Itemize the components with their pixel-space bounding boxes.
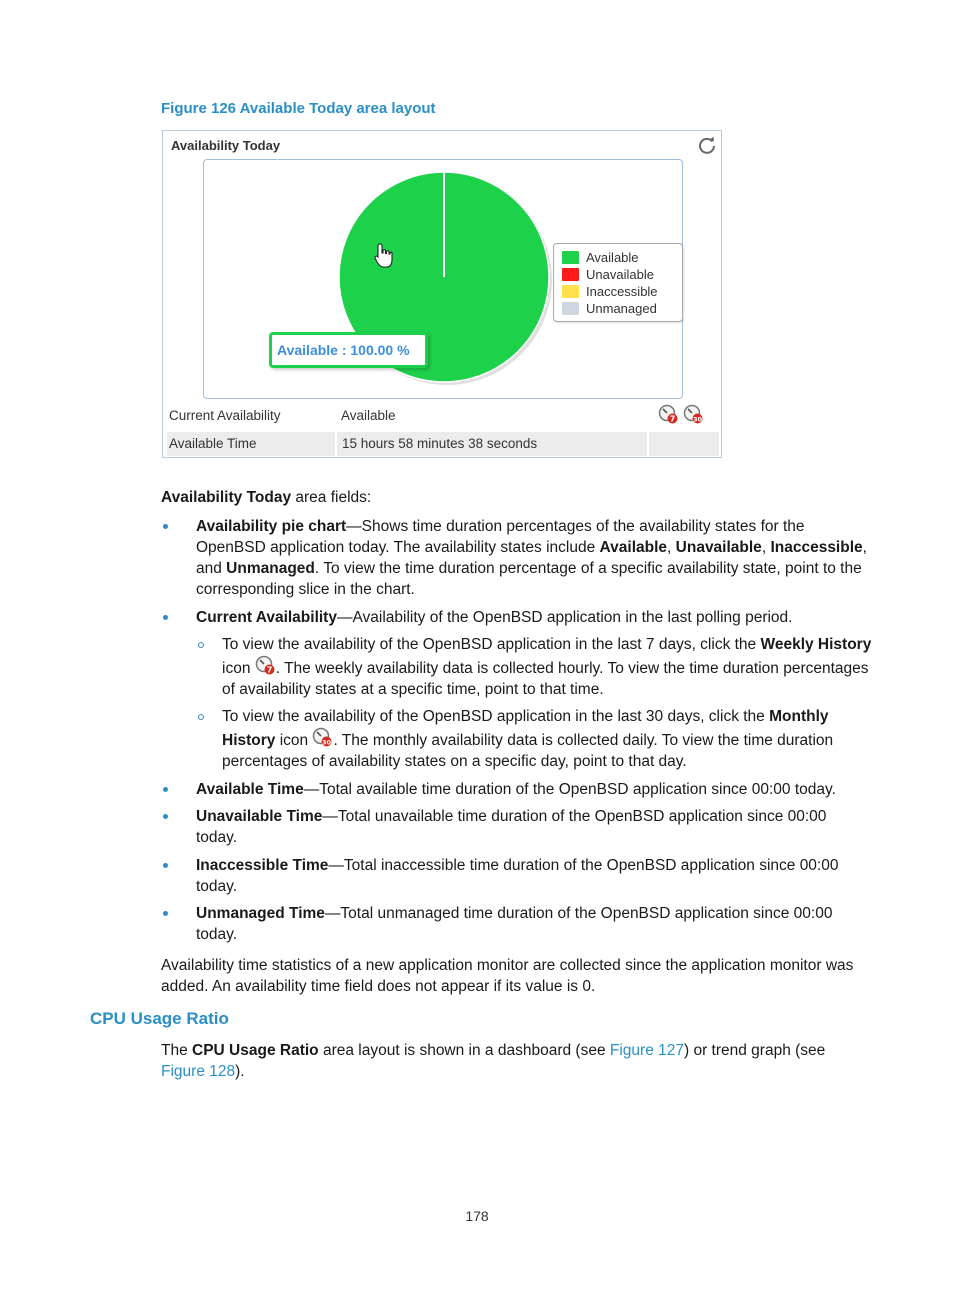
- sub-bullet-monthly-history: [222, 706, 872, 772]
- bullet-icon: [163, 814, 168, 819]
- text-span: —Shows time duration percentages of the availability states for the OpenBSD application today. The availability states include: [196, 518, 805, 556]
- available-time-row: [167, 432, 719, 456]
- term-bold: CPU Usage Ratio: [192, 1042, 319, 1059]
- term-bold: Available: [599, 539, 668, 556]
- legend-label: Inaccessible: [586, 284, 658, 299]
- term-bold: Availability pie chart: [196, 518, 347, 535]
- current-availability-value: Available: [341, 408, 396, 423]
- term-bold: Monthly History: [222, 708, 829, 749]
- cpu-usage-paragraph: [161, 1040, 871, 1082]
- availability-today-panel: [162, 130, 722, 458]
- page-number: 178: [465, 1208, 489, 1224]
- legend-swatch-unavailable: [562, 268, 579, 281]
- monthly-history-icon[interactable]: [683, 404, 704, 425]
- term-bold: Current Availability: [196, 609, 337, 626]
- sub-bullet-icon: [198, 714, 204, 720]
- text-span: . The weekly availability data is collected hourly. To view the time duration percentages of availability states at a specific time, point to that time.: [222, 660, 869, 698]
- svg-text:7: 7: [669, 414, 676, 424]
- text-span: . The monthly availability data is collected daily. To view the time duration percentages of availability states on a specific day, point to that day.: [222, 732, 834, 770]
- bullet-availability-pie-chart: [196, 516, 871, 600]
- text-span: ,: [667, 539, 676, 556]
- text-span: ).: [235, 1063, 245, 1080]
- text-span: ,: [761, 539, 771, 556]
- text-span: , and: [196, 539, 867, 577]
- available-time-label: Available Time: [169, 436, 257, 451]
- term-bold: Unmanaged: [226, 560, 315, 577]
- sub-bullet-icon: [198, 642, 204, 648]
- bullet-icon: [163, 911, 168, 916]
- svg-text:7: 7: [266, 665, 273, 675]
- text-span: —Availability of the OpenBSD application in the last polling period.: [336, 609, 793, 626]
- term-bold: Available Time: [196, 781, 304, 798]
- bullet-available-time: [196, 779, 871, 800]
- text-span: The: [161, 1042, 193, 1059]
- weekly-history-icon[interactable]: [658, 404, 679, 425]
- text-span: ) or trend graph (see: [683, 1042, 826, 1059]
- legend-item-available: [562, 249, 674, 266]
- availability-note-paragraph: Availability time statistics of a new application monitor are collected since the application monitor was added. An availability time field does not appear if its value is 0.: [161, 957, 854, 995]
- intro-paragraph: [161, 487, 861, 508]
- text-span: To view the availability of the OpenBSD application in the last 7 days, click the: [222, 636, 761, 653]
- svg-text:30: 30: [692, 415, 703, 424]
- term-bold: Inaccessible: [770, 539, 863, 556]
- svg-text:30: 30: [322, 738, 332, 747]
- bullet-inaccessible-time: [196, 855, 846, 897]
- legend-swatch-unmanaged: [562, 302, 579, 315]
- figure-caption: Figure 126 Available Today area layout: [161, 100, 436, 117]
- term-bold: Weekly History: [760, 636, 872, 653]
- section-heading-cpu-usage-ratio: CPU Usage Ratio: [90, 1009, 229, 1028]
- term-bold: Unavailable Time: [196, 808, 323, 825]
- bullet-icon: [163, 787, 168, 792]
- sub-bullet-weekly-history: [222, 634, 872, 700]
- legend-swatch-available: [562, 251, 579, 264]
- available-time-value: 15 hours 58 minutes 38 seconds: [342, 436, 538, 451]
- text-span: icon: [222, 660, 255, 677]
- legend-label: Unmanaged: [586, 301, 657, 316]
- bullet-current-availability: [196, 607, 871, 628]
- chart-area: [203, 159, 683, 399]
- bullet-icon: [163, 615, 168, 620]
- text-span: area layout is shown in a dashboard (see: [318, 1042, 610, 1059]
- bullet-unmanaged-time: [196, 903, 846, 945]
- weekly-history-icon: [255, 655, 276, 676]
- cell-divider: [335, 432, 337, 456]
- text-span: To view the availability of the OpenBSD application in the last 30 days, click the: [222, 708, 770, 725]
- monthly-history-icon: [312, 727, 333, 748]
- legend-swatch-inaccessible: [562, 285, 579, 298]
- link-figure-127[interactable]: Figure 127: [609, 1042, 684, 1059]
- term-bold: Inaccessible Time: [196, 857, 329, 874]
- text-span: —Total unavailable time duration of the OpenBSD application since 00:00 today.: [196, 808, 827, 846]
- text-span: —Total available time duration of the OpenBSD application since 00:00 today.: [303, 781, 836, 798]
- chart-legend: [553, 243, 683, 322]
- pie-tooltip: Available : 100.00 %: [269, 332, 428, 368]
- intro-rest: area fields:: [291, 489, 372, 506]
- text-span: icon: [275, 732, 313, 749]
- current-availability-row: [167, 404, 719, 428]
- legend-item-unavailable: [562, 266, 674, 283]
- bullet-icon: [163, 863, 168, 868]
- legend-item-unmanaged: [562, 300, 674, 317]
- text-span: —Total inaccessible time duration of the OpenBSD application since 00:00 today.: [196, 857, 839, 895]
- link-figure-128[interactable]: Figure 128: [161, 1063, 236, 1080]
- panel-title: Availability Today: [171, 138, 281, 153]
- term-bold: Unavailable: [675, 539, 762, 556]
- bullet-icon: [163, 524, 168, 529]
- cell-divider: [647, 432, 649, 456]
- current-availability-label: Current Availability: [169, 408, 281, 423]
- bullet-unavailable-time: [196, 806, 846, 848]
- legend-label: Unavailable: [586, 267, 654, 282]
- text-span: —Total unmanaged time duration of the OpenBSD application since 00:00 today.: [196, 905, 833, 943]
- legend-item-inaccessible: [562, 283, 674, 300]
- refresh-icon[interactable]: [697, 135, 717, 155]
- intro-bold: Availability Today: [161, 489, 292, 506]
- legend-label: Available: [586, 250, 639, 265]
- text-span: . To view the time duration percentage of a specific availability state, point to the corresponding slice in the chart.: [196, 560, 862, 598]
- term-bold: Unmanaged Time: [196, 905, 325, 922]
